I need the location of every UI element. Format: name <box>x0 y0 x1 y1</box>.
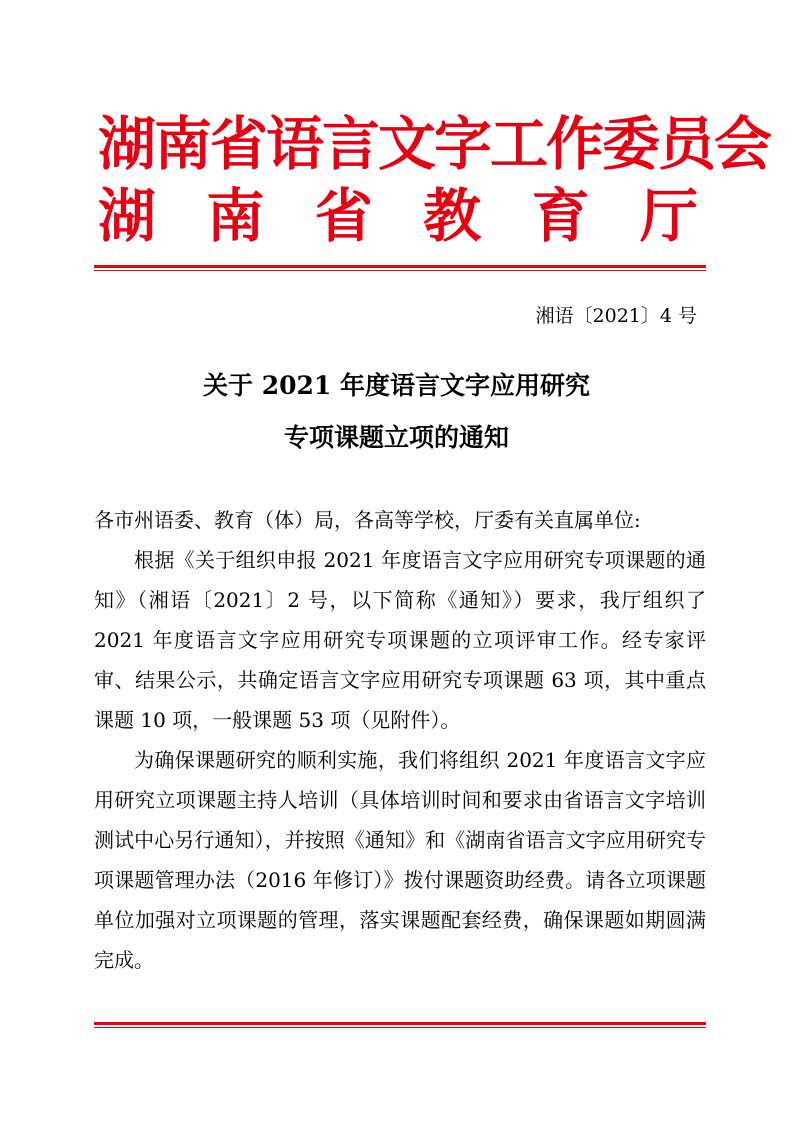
document-title-line-1: 关于 2021 年度语言文字应用研究 <box>203 371 590 400</box>
document-number: 湘语〔2021〕4 号 <box>535 305 697 327</box>
issuing-org-char: 南 <box>206 182 265 250</box>
body-paragraph-2: 为确保课题研究的顺利实施，我们将组织 2021 年度语言文字应用研究立项课题主持人培训（具体培训时间和要求由省语言文字培训测试中心另行通知），并按照《通知》和《湖南省语言文字应用研究专项课题管理办法（2016 年修订）》拨付课题资助经费。请各立项课题单位加强对立项课题的管理，落实课题配套经费，确保课题如期圆满完成。 <box>94 748 706 972</box>
footer-divider-thick <box>94 1022 706 1025</box>
body-paragraph-1: 根据《关于组织申报 2021 年度语言文字应用研究专项课题的通知》（湘语〔2021〕2 号，以下简称《通知》）要求，我厅组织了 2021 年度语言文字应用研究专项课题的立项评审工作。经专家评审、结果公示，共确定语言文字应用研究专项课题 63 项，其中重点课题 10 项，一般课题 53 项（见附件）。 <box>94 548 706 732</box>
header-divider-thin <box>94 270 706 271</box>
document-title-line-2: 专项课题立项的通知 <box>283 423 509 452</box>
header-divider-thick <box>94 265 706 268</box>
issuing-org-char: 厅 <box>639 182 698 250</box>
issuing-org-line-2 <box>98 180 698 252</box>
issuing-org-char: 教 <box>423 182 482 250</box>
salutation: 各市州语委、教育（体）局，各高等学校，厅委有关直属单位: <box>94 508 641 532</box>
footer-divider-thin <box>94 1027 706 1028</box>
document-body <box>94 500 706 980</box>
issuing-org-line-1: 湖南省语言文字工作委员会 <box>98 110 771 178</box>
issuing-org-char: 湖 <box>98 182 157 250</box>
issuing-org-char: 省 <box>314 182 373 250</box>
issuing-org-char: 育 <box>531 182 590 250</box>
